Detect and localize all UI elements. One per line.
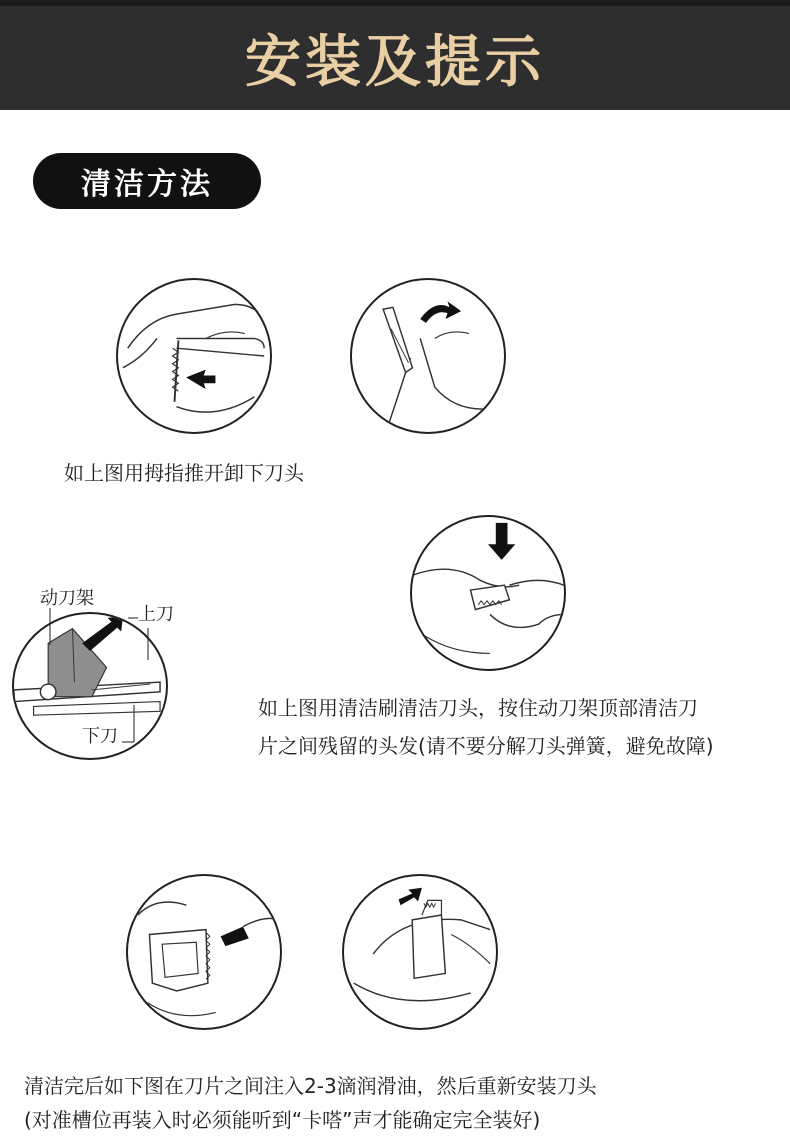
section-title: 清洁方法 <box>81 167 213 202</box>
brush-clean-illustration <box>410 515 566 671</box>
step1-caption: 如上图用拇指推开卸下刀头 <box>64 461 304 485</box>
step3-caption-line1: 清洁完后如下图在刀片之间注入2-3滴润滑油，然后重新安装刀头 <box>24 1074 597 1098</box>
page-header <box>0 0 790 110</box>
step2-caption-line1: 如上图用清洁刷清洁刀头，按住动刀架顶部清洁刀 <box>258 696 698 720</box>
label-moving-blade-holder: 动刀架 <box>40 588 94 609</box>
oil-drop-illustration <box>126 874 282 1030</box>
section-title-pill <box>33 153 261 209</box>
step3-caption-line2: (对准槽位再装入时必须能听到“卡嗒”声才能确定完全装好) <box>24 1108 541 1132</box>
reinstall-illustration <box>342 874 498 1030</box>
thumb-push-illustration <box>116 278 272 434</box>
label-lower-blade: 下刀 <box>82 726 118 747</box>
label-upper-blade: 上刀 <box>138 604 174 625</box>
page-title: 安装及提示 <box>245 30 545 95</box>
step2-caption-line2: 片之间残留的头发(请不要分解刀头弹簧，避免故障) <box>258 734 714 758</box>
blade-slide-illustration <box>350 278 506 434</box>
